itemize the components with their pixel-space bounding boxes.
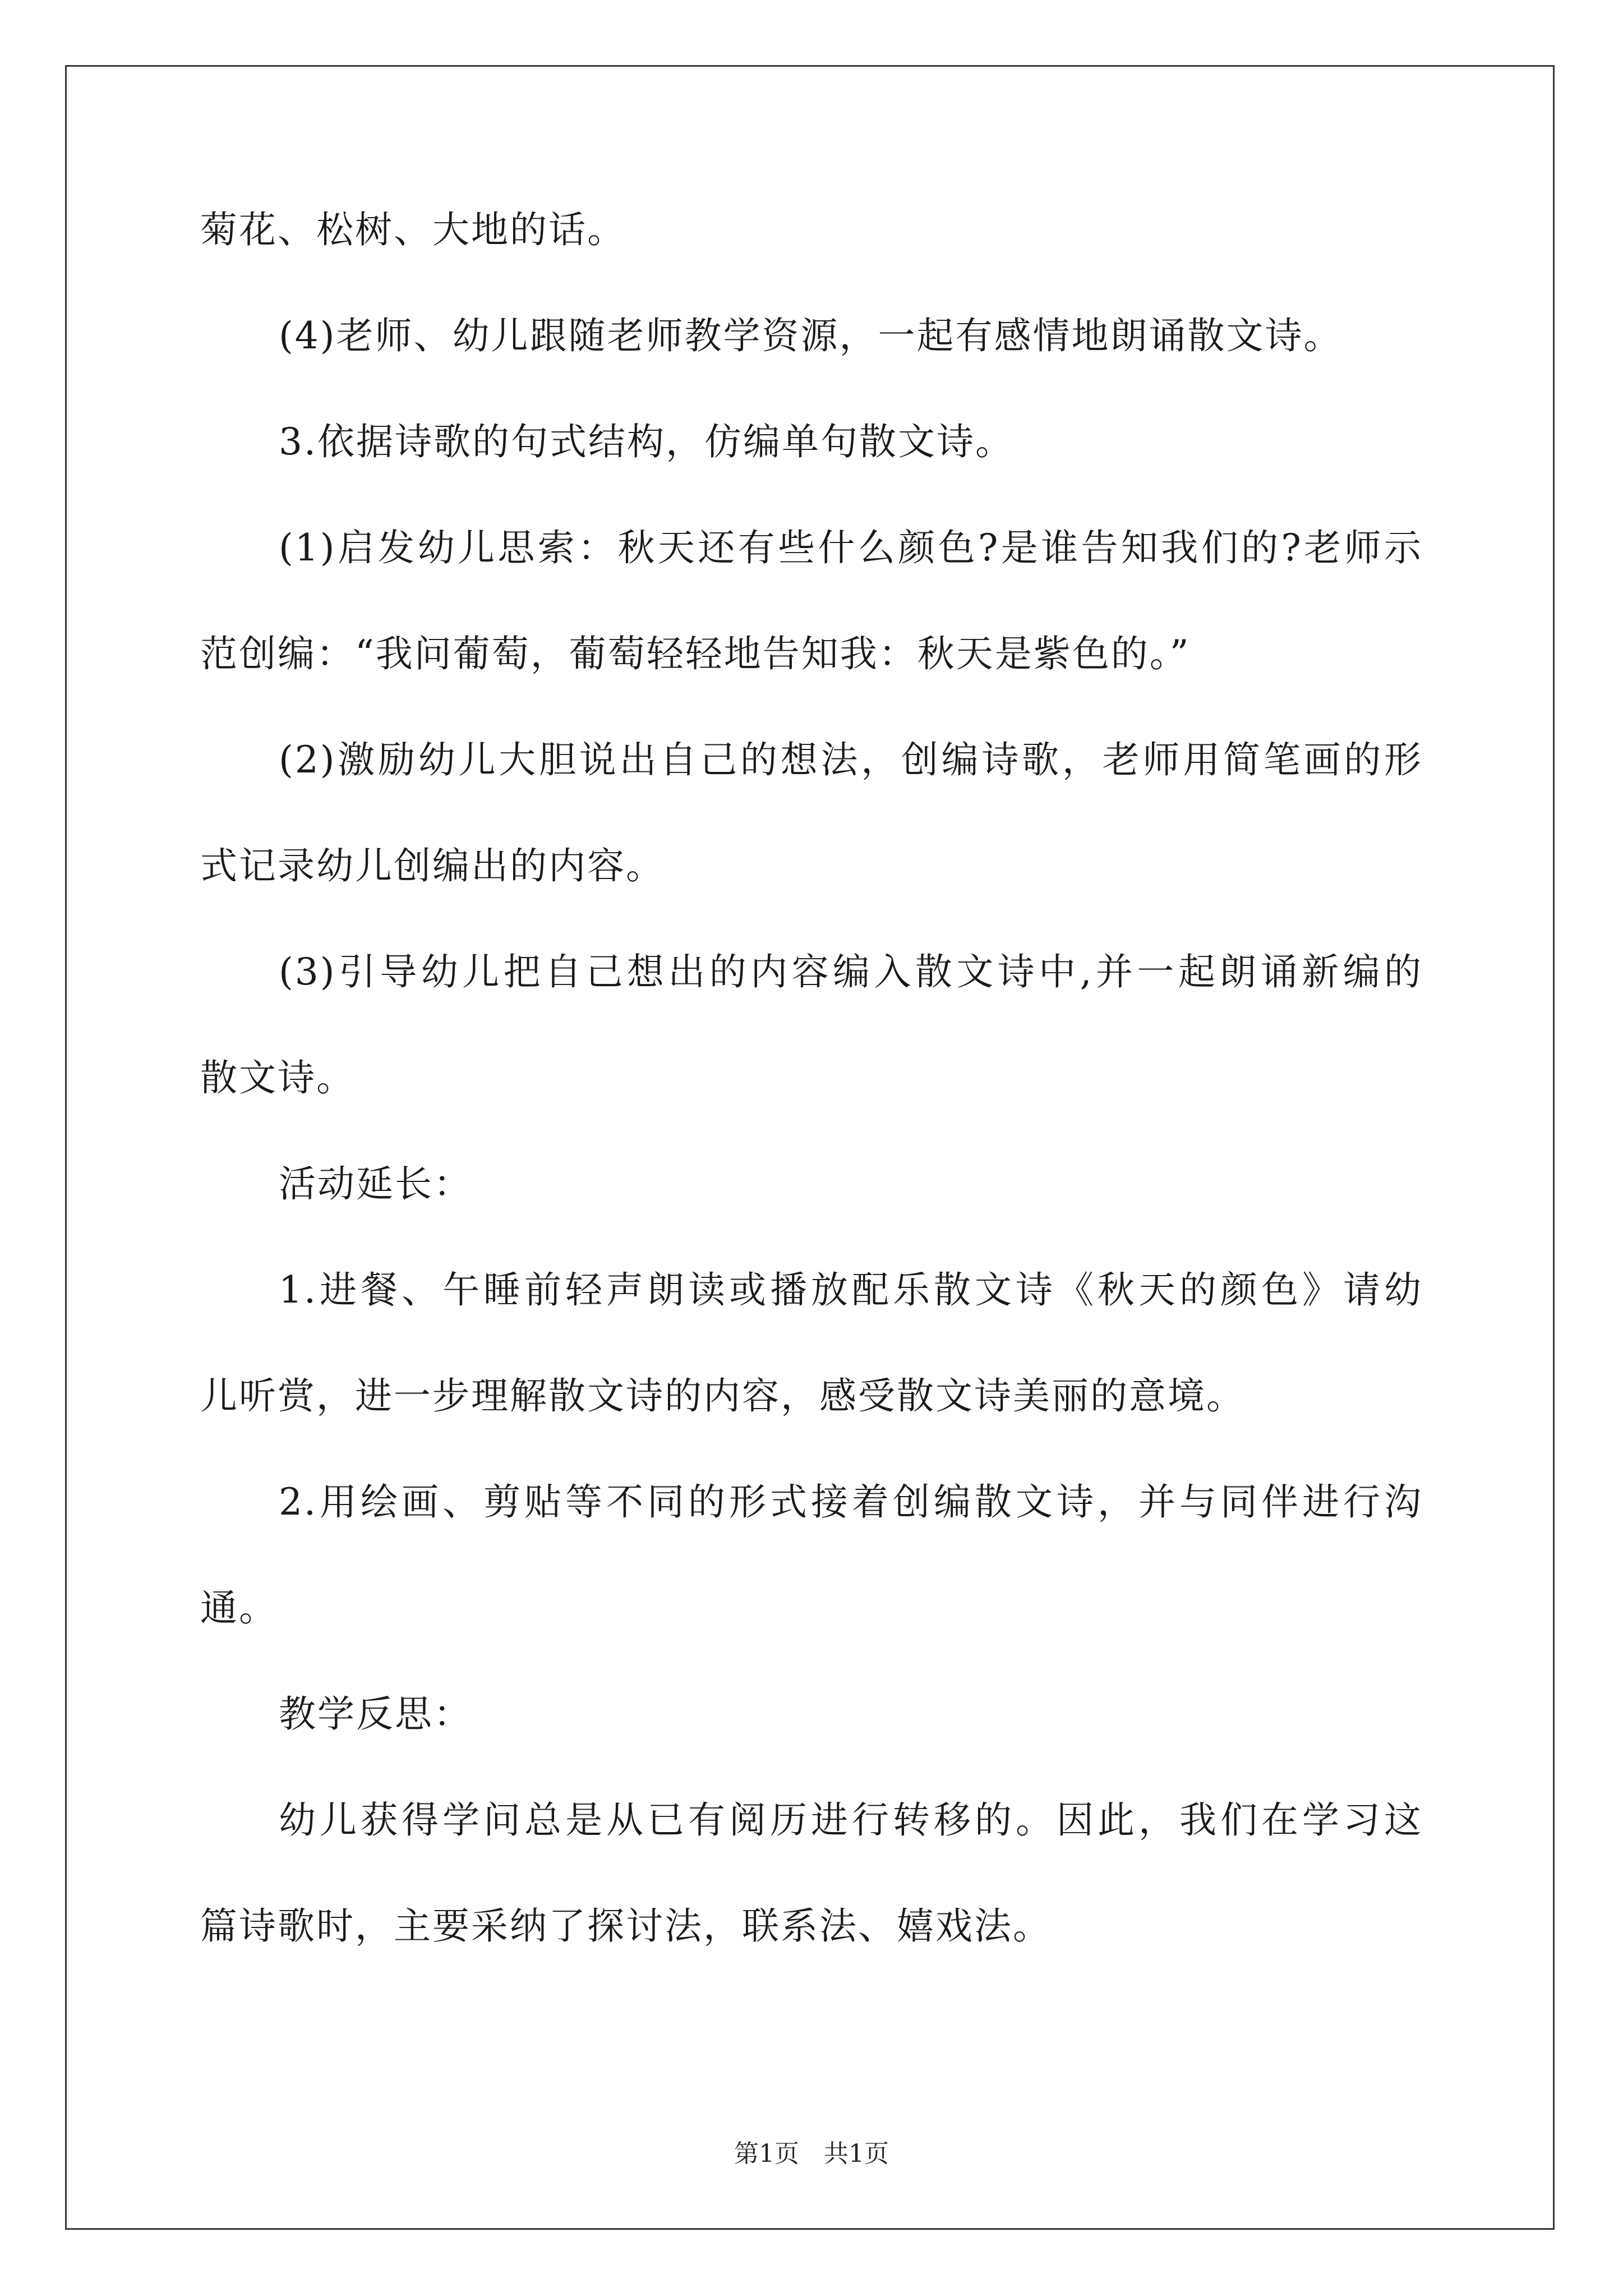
text-line: 式记录幼儿创编出的内容。 <box>200 844 665 887</box>
section-heading: 教学反思： <box>279 1692 472 1736</box>
text-line: (3)引导幼儿把自己想出的内容编入散文诗中,并一起朗诵新编的 <box>279 950 1423 993</box>
text-line: 范创编：“我问葡萄，葡萄轻轻地告知我：秋天是紫色的。” <box>200 632 1191 675</box>
text-line: 篇诗歌时，主要采纳了探讨法，联系法、嬉戏法。 <box>200 1904 1052 1948</box>
text-line: 儿听赏，进一步理解散文诗的内容，感受散文诗美丽的意境。 <box>200 1374 1245 1418</box>
page-number: 第1页 <box>734 2139 799 2168</box>
section-heading: 活动延长： <box>279 1162 472 1205</box>
text-line: 通。 <box>200 1586 278 1630</box>
text-line: 散文诗。 <box>200 1056 355 1099</box>
page-footer <box>0 2137 1623 2171</box>
text-line: 幼儿获得学问总是从已有阅历进行转移的。因此，我们在学习这 <box>279 1798 1423 1842</box>
text-line: (1)启发幼儿思索：秋天还有些什么颜色?是谁告知我们的?老师示 <box>279 526 1423 569</box>
text-line: (4)老师、幼儿跟随老师教学资源，一起有感情地朗诵散文诗。 <box>279 314 1343 357</box>
text-line: 3.依据诗歌的句式结构，仿编单句散文诗。 <box>279 420 1014 463</box>
text-line: 2.用绘画、剪贴等不同的形式接着创编散文诗，并与同伴进行沟 <box>279 1480 1423 1524</box>
total-pages: 共1页 <box>824 2139 889 2168</box>
text-line: 菊花、松树、大地的话。 <box>200 208 626 251</box>
text-line: 1.进餐、午睡前轻声朗读或播放配乐散文诗《秋天的颜色》请幼 <box>279 1268 1423 1312</box>
text-line: (2)激励幼儿大胆说出自己的想法，创编诗歌，老师用简笔画的形 <box>279 738 1423 781</box>
